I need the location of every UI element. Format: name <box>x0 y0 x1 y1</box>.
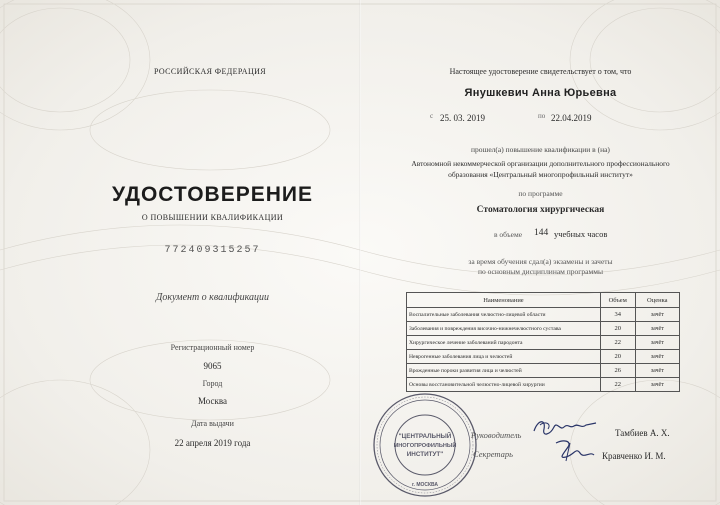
subject-name: Воспалительные заболевания челюстно-лицевой области <box>407 308 601 322</box>
subject-grade: зачёт <box>635 336 679 350</box>
document-title: УДОСТОВЕРЕНИЕ <box>111 183 314 206</box>
table-row <box>407 350 680 364</box>
secretary-name: Кравченко И. М. <box>602 451 666 461</box>
exams-line-2: по основным дисциплинам программы <box>477 267 603 276</box>
city-label: Город <box>202 379 223 388</box>
document-number: 772409315257 <box>164 245 261 256</box>
reg-number: 9065 <box>203 361 222 371</box>
subject-name: Основы восстановительной челюстно-лицевой хирургии <box>407 378 601 392</box>
subject-name: Заболевания и повреждения височно-нижнечелюстного сустава <box>407 322 601 336</box>
subject-grade: зачёт <box>635 378 679 392</box>
subject-grade: зачёт <box>635 308 679 322</box>
city: Москва <box>198 396 227 406</box>
program-name: Стоматология хирургическая <box>476 205 605 215</box>
subject-volume: 22 <box>600 336 635 350</box>
table-row <box>407 336 680 350</box>
subject-volume: 26 <box>600 364 635 378</box>
head-name: Тамбиев А. Х. <box>615 428 670 438</box>
subject-grade: зачёт <box>635 364 679 378</box>
from-date: 25. 03. 2019 <box>440 113 485 123</box>
subject-name: Хирургическое лечение заболеваний пародонта <box>407 336 601 350</box>
page-fold <box>359 0 361 505</box>
secretary-signature <box>550 437 600 465</box>
document-kind: Документ о квалификации <box>155 292 270 303</box>
organization-line-2: образования «Центральный многопрофильный институт» <box>448 170 633 179</box>
seal-text-3: ИНСТИТУТ" <box>406 451 444 458</box>
passed-text: прошел(а) повышение квалификации в (на) <box>471 145 610 154</box>
intro-text: Настоящее удостоверение свидетельствует о том, что <box>449 67 632 76</box>
seal-text-1: "ЦЕНТРАЛЬНЫЙ <box>398 433 452 440</box>
subject-volume: 20 <box>600 322 635 336</box>
organization-line-1: Автономной некоммерческой организации дополнительного профессионального <box>411 159 670 168</box>
subjects-table <box>406 292 680 392</box>
volume-hours: 144 <box>534 228 549 238</box>
document-subtitle: О ПОВЫШЕНИИ КВАЛИФИКАЦИИ <box>141 213 284 222</box>
volume-unit: учебных часов <box>554 229 608 239</box>
country-label: РОССИЙСКАЯ ФЕДЕРАЦИЯ <box>153 67 267 76</box>
subject-volume: 34 <box>600 308 635 322</box>
header-name: Наименование <box>407 293 601 308</box>
subject-volume: 22 <box>600 378 635 392</box>
institute-seal <box>372 392 478 498</box>
full-name: Янушкевич Анна Юрьевна <box>464 87 617 99</box>
table-row <box>407 322 680 336</box>
table-row <box>407 378 680 392</box>
header-grade: Оценка <box>635 293 679 308</box>
subject-grade: зачёт <box>635 350 679 364</box>
exams-line-1: за время обучения сдал(а) экзамены и зачеты <box>468 257 613 266</box>
secretary-role: Секретарь <box>473 449 513 459</box>
program-label: по программе <box>518 189 563 198</box>
issue-date-label: Дата выдачи <box>191 419 234 428</box>
header-volume: Объем <box>600 293 635 308</box>
seal-city: г. МОСКВА <box>411 482 439 488</box>
reg-number-label: Регистрационный номер <box>170 343 255 352</box>
seal-text-2: МНОГОПРОФИЛЬНЫЙ <box>393 443 457 449</box>
volume-label: в объеме <box>494 230 523 239</box>
subject-name: Врожденные пороки развития лица и челюстей <box>407 364 601 378</box>
table-header-row <box>407 293 680 308</box>
subject-volume: 20 <box>600 350 635 364</box>
subject-grade: зачёт <box>635 322 679 336</box>
to-date: 22.04.2019 <box>551 113 592 123</box>
head-role: Руководитель <box>471 430 522 440</box>
to-label: по <box>538 112 546 120</box>
table-row <box>407 364 680 378</box>
issue-date: 22 апреля 2019 года <box>174 438 251 448</box>
from-label: с <box>430 112 434 120</box>
subject-name: Неврогенные заболевания лица и челюстей <box>407 350 601 364</box>
table-row <box>407 308 680 322</box>
